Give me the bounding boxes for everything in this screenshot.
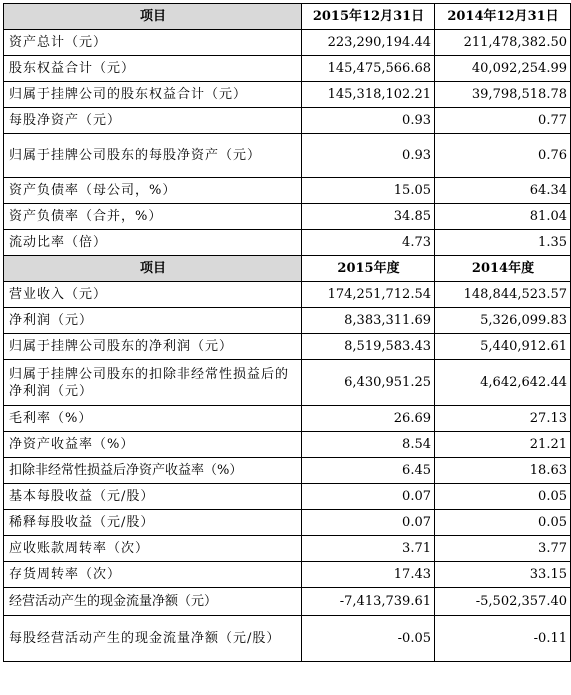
value-2014: 64.34 bbox=[435, 178, 571, 204]
table-row bbox=[4, 562, 571, 588]
table-row bbox=[4, 134, 571, 178]
value-2014: 148,844,523.57 bbox=[435, 282, 571, 308]
header-row-balance bbox=[4, 4, 571, 30]
value-2015: 15.05 bbox=[302, 178, 435, 204]
table-row bbox=[4, 616, 571, 662]
header-2014-12-31: 2014年12月31日 bbox=[435, 4, 571, 30]
value-2014: 18.63 bbox=[435, 458, 571, 484]
value-2014: -0.11 bbox=[435, 616, 571, 662]
table-row bbox=[4, 30, 571, 56]
value-2015: 6,430,951.25 bbox=[302, 360, 435, 406]
value-2014: 33.15 bbox=[435, 562, 571, 588]
value-2015: -7,413,739.61 bbox=[302, 588, 435, 616]
row-label: 资产负债率（母公司，%） bbox=[4, 178, 302, 204]
value-2015: 0.93 bbox=[302, 108, 435, 134]
header-item: 项目 bbox=[4, 4, 302, 30]
value-2014: 0.05 bbox=[435, 510, 571, 536]
table-row bbox=[4, 334, 571, 360]
row-label: 经营活动产生的现金流量净额（元） bbox=[4, 588, 302, 616]
value-2014: 0.77 bbox=[435, 108, 571, 134]
value-2014: 1.35 bbox=[435, 230, 571, 256]
row-label: 基本每股收益（元/股） bbox=[4, 484, 302, 510]
row-label: 归属于挂牌公司股东的扣除非经常性损益后的净利润（元） bbox=[4, 360, 302, 406]
table-row bbox=[4, 308, 571, 334]
row-label: 资产负债率（合并，%） bbox=[4, 204, 302, 230]
row-label: 归属于挂牌公司股东的每股净资产（元） bbox=[4, 134, 302, 178]
row-label: 每股经营活动产生的现金流量净额（元/股） bbox=[4, 616, 302, 662]
value-2015: 174,251,712.54 bbox=[302, 282, 435, 308]
value-2014: -5,502,357.40 bbox=[435, 588, 571, 616]
table-row bbox=[4, 282, 571, 308]
table-row bbox=[4, 458, 571, 484]
table-row bbox=[4, 230, 571, 256]
value-2014: 5,440,912.61 bbox=[435, 334, 571, 360]
table-row bbox=[4, 536, 571, 562]
table-row bbox=[4, 588, 571, 616]
header-2015-12-31: 2015年12月31日 bbox=[302, 4, 435, 30]
value-2014: 81.04 bbox=[435, 204, 571, 230]
table-row bbox=[4, 510, 571, 536]
row-label: 稀释每股收益（元/股） bbox=[4, 510, 302, 536]
row-label: 净资产收益率（%） bbox=[4, 432, 302, 458]
table-row bbox=[4, 56, 571, 82]
value-2015: 8.54 bbox=[302, 432, 435, 458]
value-2015: 223,290,194.44 bbox=[302, 30, 435, 56]
row-label: 营业收入（元） bbox=[4, 282, 302, 308]
value-2015: 145,475,566.68 bbox=[302, 56, 435, 82]
value-2015: 145,318,102.21 bbox=[302, 82, 435, 108]
header-2015: 2015年度 bbox=[302, 256, 435, 282]
row-label: 每股净资产（元） bbox=[4, 108, 302, 134]
row-label: 毛利率（%） bbox=[4, 406, 302, 432]
financial-table bbox=[3, 3, 571, 662]
value-2014: 40,092,254.99 bbox=[435, 56, 571, 82]
row-label: 流动比率（倍） bbox=[4, 230, 302, 256]
row-label: 股东权益合计（元） bbox=[4, 56, 302, 82]
header-2014: 2014年度 bbox=[435, 256, 571, 282]
value-2014: 3.77 bbox=[435, 536, 571, 562]
table-row bbox=[4, 204, 571, 230]
table-row bbox=[4, 432, 571, 458]
value-2015: 8,519,583.43 bbox=[302, 334, 435, 360]
value-2015: 4.73 bbox=[302, 230, 435, 256]
row-label: 归属于挂牌公司的股东权益合计（元） bbox=[4, 82, 302, 108]
row-label: 净利润（元） bbox=[4, 308, 302, 334]
value-2014: 21.21 bbox=[435, 432, 571, 458]
table-row bbox=[4, 178, 571, 204]
header-item: 项目 bbox=[4, 256, 302, 282]
row-label: 资产总计（元） bbox=[4, 30, 302, 56]
value-2014: 27.13 bbox=[435, 406, 571, 432]
value-2015: 34.85 bbox=[302, 204, 435, 230]
row-label: 应收账款周转率（次） bbox=[4, 536, 302, 562]
value-2014: 0.05 bbox=[435, 484, 571, 510]
value-2015: 17.43 bbox=[302, 562, 435, 588]
table-row bbox=[4, 360, 571, 406]
value-2015: 8,383,311.69 bbox=[302, 308, 435, 334]
value-2015: 0.07 bbox=[302, 484, 435, 510]
value-2015: 26.69 bbox=[302, 406, 435, 432]
header-row-income bbox=[4, 256, 571, 282]
row-label: 存货周转率（次） bbox=[4, 562, 302, 588]
value-2015: 6.45 bbox=[302, 458, 435, 484]
value-2014: 211,478,382.50 bbox=[435, 30, 571, 56]
table-row bbox=[4, 82, 571, 108]
table-row bbox=[4, 108, 571, 134]
value-2014: 39,798,518.78 bbox=[435, 82, 571, 108]
value-2014: 4,642,642.44 bbox=[435, 360, 571, 406]
value-2015: 0.93 bbox=[302, 134, 435, 178]
value-2014: 5,326,099.83 bbox=[435, 308, 571, 334]
table-row bbox=[4, 484, 571, 510]
value-2015: -0.05 bbox=[302, 616, 435, 662]
value-2015: 3.71 bbox=[302, 536, 435, 562]
row-label: 归属于挂牌公司股东的净利润（元） bbox=[4, 334, 302, 360]
value-2014: 0.76 bbox=[435, 134, 571, 178]
table-row bbox=[4, 406, 571, 432]
row-label: 扣除非经常性损益后净资产收益率（%） bbox=[4, 458, 302, 484]
value-2015: 0.07 bbox=[302, 510, 435, 536]
